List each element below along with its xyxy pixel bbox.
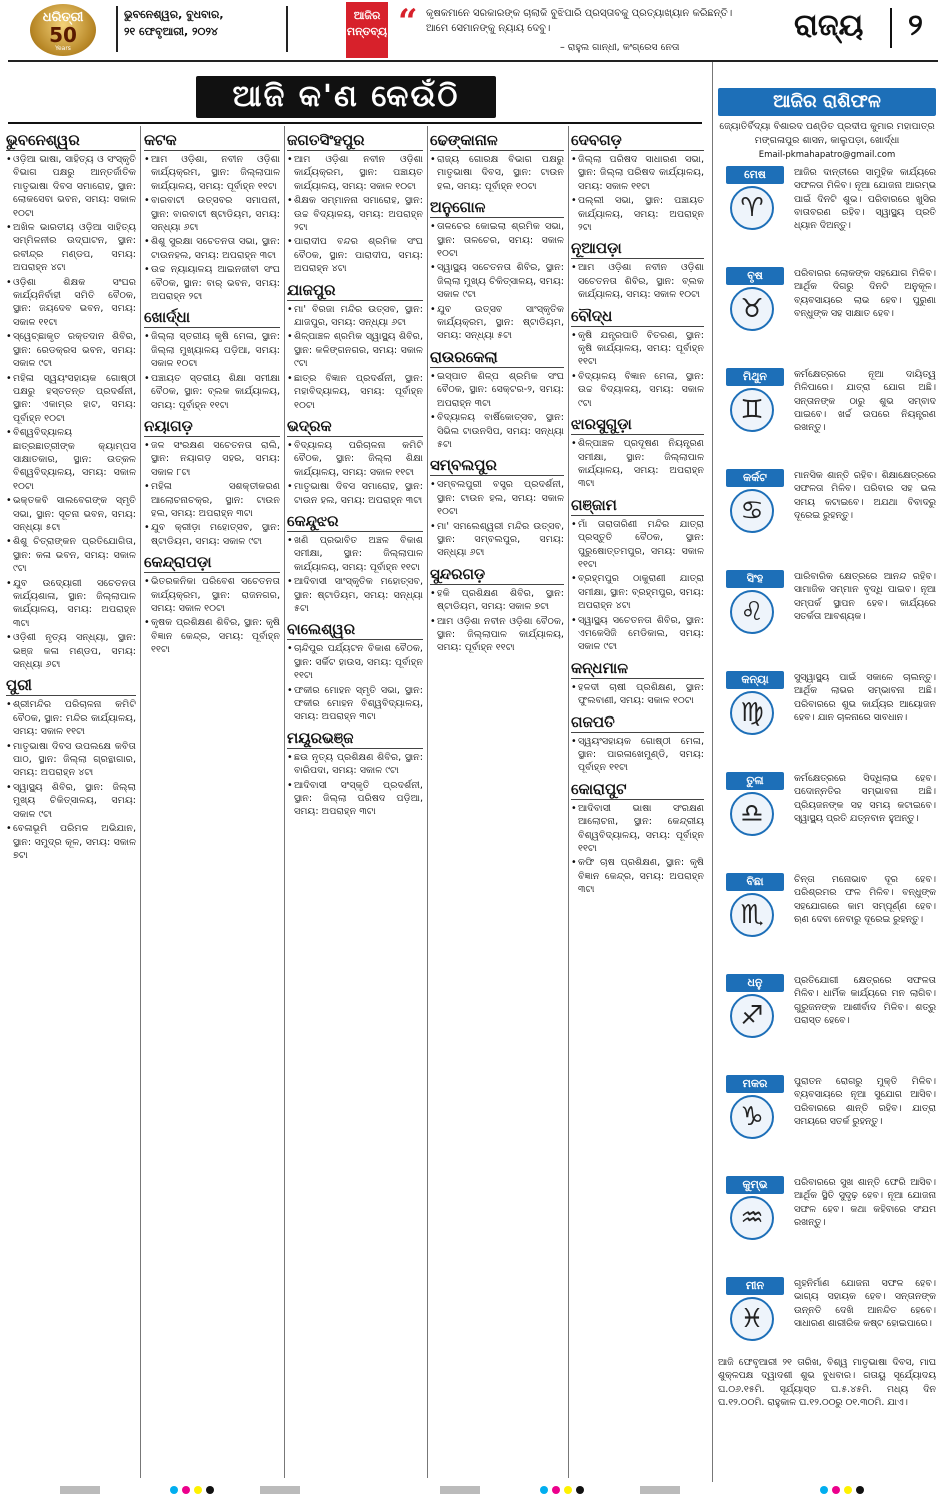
event-item: • ସ୍ୱୟଂସହାୟକ ଗୋଷ୍ଠୀ ମେଳା, ସ୍ଥାନ: ପାରଳାଖେମୁଣ୍ଡି, ସମୟ: ପୂର୍ବାହ୍ନ ୧୧ଟା [571,735,704,775]
sign-prediction: କର୍ମକ୍ଷେତ୍ରରେ ସିଦ୍ଧିଲାଭ ହେବ। ପଦୋନ୍ନତିର ସମ୍ଭାବନା ଅଛି। ପ୍ରିୟଜନଙ୍କ ସହ ସମୟ କଟାଇବେ। ସ୍ୱାସ୍ଥ୍ୟ ପ୍ରତି ଯତ୍ନବାନ ହୁଅନ୍ତୁ। [794,773,936,824]
event-item: • ଛଉ ନୃତ୍ୟ ପ୍ରଶିକ୍ଷଣ ଶିବିର, ସ୍ଥାନ: ବାରିପଦା, ସମୟ: ସକାଳ ୯ଟା [287,751,423,778]
sign-prediction: ଚିନ୍ତା ମନୋଭାବ ଦୂର ହେବ। ପରିଶ୍ରମର ଫଳ ମିଳିବ। ବନ୍ଧୁଙ୍କ ସହଯୋଗରେ କାମ ସମ୍ପୂର୍ଣ୍ଣ ହେବ। ଋଣ ଦେବା ନେବାରୁ ଦୂରେଇ ରୁହନ୍ତୁ। [794,874,936,925]
sign-name: ତୁଳା [726,772,784,790]
event-item: • କୃଷକ ପ୍ରଶିକ୍ଷଣ ଶିବିର, ସ୍ଥାନ: କୃଷି ବିଜ୍ଞାନ କେନ୍ଦ୍ର, ସମୟ: ପୂର୍ବାହ୍ନ ୧୧ଟା [144,616,280,656]
event-item: • ଜିଲ୍ଲା ପରିଷଦ ସାଧାରଣ ସଭା, ସ୍ଥାନ: ଜିଲ୍ଲା ପରିଷଦ କାର୍ଯ୍ୟାଳୟ, ସମୟ: ସକାଳ ୧୧ଟା [571,153,704,193]
event-item: • ଯୁବ ଉତ୍ସବ ସାଂସ୍କୃତିକ କାର୍ଯ୍ୟକ୍ରମ, ସ୍ଥାନ: ଷ୍ଟାଡିୟମ, ସମୟ: ସନ୍ଧ୍ୟା ୫ଟା [430,303,564,343]
yellow-dot [194,1486,202,1494]
sign-name: ମକର [726,1075,784,1093]
event-item: • ଆଦିବାସୀ ସାଂସ୍କୃତିକ ମହୋତ୍ସବ, ସ୍ଥାନ: ଷ୍ଟାଡିୟମ, ସମୟ: ସନ୍ଧ୍ୟା ୫ଟା [287,575,423,615]
column-divider [568,126,569,1478]
event-item: • ଜଳ ସଂରକ୍ଷଣ ସଚେତନତା ରାଲି, ସ୍ଥାନ: ନୟାଗଡ଼ ସହର, ସମୟ: ସକାଳ ୮ଟା [144,439,280,479]
event-item: • ଯୁବ ଉଦ୍ୟୋଗୀ ସଚେତନତା କାର୍ଯ୍ୟଶାଳା, ସ୍ଥାନ: ଜିଲ୍ଲାପାଳ କାର୍ଯ୍ୟାଳୟ, ସମୟ: ଅପରାହ୍ନ ୩ଟା [6,577,136,631]
masthead-divider [286,6,288,52]
event-item: • ମା' ସମଲେଶ୍ୱରୀ ମନ୍ଦିର ଉତ୍ସବ, ସ୍ଥାନ: ସମ୍ବଲପୁର, ସମୟ: ସନ୍ଧ୍ୟା ୬ଟା [430,520,564,560]
event-item: • ସମ୍ବଲପୁରୀ ବସ୍ତ୍ର ପ୍ରଦର୍ଶନୀ, ସ୍ଥାନ: ଟାଉନ ହଲ, ସମୟ: ସକାଳ ୧୦ଟା [430,478,564,518]
cyan-dot [170,1486,178,1494]
sign-prediction: ପାରିବାରିକ କ୍ଷେତ୍ରରେ ଆନନ୍ଦ ରହିବ। ସାମାଜିକ ସମ୍ମାନ ବୃଦ୍ଧି ପାଇବ। ନୂଆ ସମ୍ପର୍କ ସ୍ଥାପନ ହେବ। କାର୍ଯ୍ୟରେ ସତର୍କତା ଆବଶ୍ୟକ। [794,571,936,622]
masthead-divider [116,6,118,52]
magenta-dot [552,1486,560,1494]
quote-attribution: – ରାହୁଲ ଗାନ୍ଧୀ, କଂଗ୍ରେସ ନେତା [560,42,680,53]
zodiac-icon: ♓ [730,1297,774,1341]
city-heading: ନୟାଗଡ଼ [144,416,280,437]
sign-prediction: ପରିବାରରେ ସୁଖ ଶାନ୍ତି ଫେରି ଆସିବ। ଆର୍ଥିକ ସ୍ଥିତି ସୁଦୃଢ଼ ହେବ। ନୂଆ ଯୋଜନା ସଫଳ ହେବ। କଥା କହିବାରେ ସଂଯମ ରଖନ୍ତୁ। [794,1177,936,1228]
column-divider [427,126,428,1478]
event-item: • କଫି ଚାଷ ପ୍ରଶିକ୍ଷଣ, ସ୍ଥାନ: କୃଷି ବିଜ୍ଞାନ କେନ୍ଦ୍ର, ସମୟ: ଅପରାହ୍ନ ୩ଟା [571,856,704,896]
dateline-date: ୨୧ ଫେବୃଆରୀ, ୨୦୨୪ [124,25,218,38]
city-heading: ମୟୂରଭଞ୍ଜ [287,728,423,749]
registration-bar [60,1486,100,1494]
sign-prediction: ପ୍ରତିଯୋଗୀ କ୍ଷେତ୍ରରେ ସଫଳତା ମିଳିବ। ଧାର୍ମିକ କାର୍ଯ୍ୟରେ ମନ ଲାଗିବ। ଗୁରୁଜନଙ୍କ ଆଶୀର୍ବାଦ ମିଳିବ। ଶତ୍ରୁ ପରାସ୍ତ ହେବେ। [794,975,936,1026]
event-item: • ଶିଳ୍ପାଞ୍ଚଳ ପ୍ରଦୂଷଣ ନିୟନ୍ତ୍ରଣ ସମୀକ୍ଷା, ସ୍ଥାନ: ଜିଲ୍ଲାପାଳ କାର୍ଯ୍ୟାଳୟ, ସମୟ: ଅପରାହ୍ନ ୩ଟା [571,437,704,491]
zodiac-icon: ♍ [730,691,774,735]
event-item: • ଶିଳ୍ପାଞ୍ଚଳ ଶ୍ରମିକ ସ୍ୱାସ୍ଥ୍ୟ ଶିବିର, ସ୍ଥାନ: କଳିଙ୍ଗନଗର, ସମୟ: ସକାଳ ୯ଟା [287,330,423,370]
yellow-dot [564,1486,572,1494]
quote-text: କୃଷକମାନେ ସରକାରଙ୍କ ଚାଲାକି ବୁଝିପାରି ପ୍ରସ୍ତାବକୁ ପ୍ରତ୍ୟାଖ୍ୟାନ କରିଛନ୍ତି। ଆମେ ସେମାନଙ୍କୁ ନ୍ୟାୟ ଦେବୁ। [426,8,733,34]
magenta-dot [832,1486,840,1494]
horoscope-sign [718,267,936,369]
sign-name: ଧନୁ [726,974,784,992]
city-heading: କଟକ [144,130,280,151]
print-registration-marks [0,1482,945,1498]
sign-name: ବୃଷ [726,267,784,285]
cyan-dot [540,1486,548,1494]
zodiac-icon: ♈ [730,186,774,230]
event-item: • ମାତୃଭାଷା ଦିବସ ସମାରୋହ, ସ୍ଥାନ: ଟାଉନ ହଲ, ସମୟ: ଅପରାହ୍ନ ୩ଟା [287,480,423,507]
event-item: • ସ୍ୱେଚ୍ଛାକୃତ ରକ୍ତଦାନ ଶିବିର, ସ୍ଥାନ: ରେଡକ୍ରସ ଭବନ, ସମୟ: ସକାଳ ୯ଟା [6,330,136,370]
event-item: • ଓଡ଼ିଶୀ ନୃତ୍ୟ ସନ୍ଧ୍ୟା, ସ୍ଥାନ: ଭଞ୍ଜ କଳା ମଣ୍ଡପ, ସମୟ: ସନ୍ଧ୍ୟା ୬ଟା [6,631,136,671]
horoscope-sign [718,469,936,571]
event-item: • ବ୍ରହ୍ମପୁର ଠାକୁରାଣୀ ଯାତ୍ରା ସମୀକ୍ଷା, ସ୍ଥାନ: ବ୍ରହ୍ମପୁର, ସମୟ: ଅପରାହ୍ନ ୪ଟା [571,572,704,612]
newspaper-logo[interactable] [30,4,96,56]
event-item: • ଚାନ୍ଦିପୁର ପର୍ଯ୍ୟଟନ ବିକାଶ ବୈଠକ, ସ୍ଥାନ: ସର୍କିଟ ହାଉସ, ସମୟ: ପୂର୍ବାହ୍ନ ୧୧ଟା [287,642,423,682]
sign-name: ସିଂହ [726,570,784,588]
event-item: • ବିଶ୍ୱବିଦ୍ୟାଳୟ ଛାତ୍ରଛାତ୍ରୀଙ୍କ କ୍ୟାମ୍ପସ ସାକ୍ଷାତକାର, ସ୍ଥାନ: ଉତ୍କଳ ବିଶ୍ୱବିଦ୍ୟାଳୟ, ସମୟ: ସକାଳ ୧୦ଟା [6,426,136,493]
city-heading: ଝାରସୁଗୁଡ଼ା [571,414,704,435]
city-heading: କେନ୍ଦୁଝର [287,511,423,532]
zodiac-icon: ♎ [730,792,774,836]
dateline [124,6,244,40]
horoscope-sign [718,873,936,975]
page-title: ଆଜି କ'ଣ କେଉଁଠି [196,76,496,118]
city-heading: ବୌଦ୍ଧ [571,306,704,327]
event-item: • ଫକୀର ମୋହନ ସ୍ମୃତି ସଭା, ସ୍ଥାନ: ଫକୀର ମୋହନ ବିଶ୍ୱବିଦ୍ୟାଳୟ, ସମୟ: ଅପରାହ୍ନ ୩ଟା [287,684,423,724]
black-dot [576,1486,584,1494]
sign-name: କନ୍ୟା [726,671,784,689]
event-item: • ପାରାଦୀପ ବନ୍ଦର ଶ୍ରମିକ ସଂଘ ବୈଠକ, ସ୍ଥାନ: ପାରାଦୀପ, ସମୟ: ଅପରାହ୍ନ ୪ଟା [287,235,423,275]
horoscope-sign [718,166,936,268]
sign-name: କର୍କଟ [726,469,784,487]
event-item: • ବିଦ୍ୟାଳୟ ବାର୍ଷିକୋତ୍ସବ, ସ୍ଥାନ: ସିଭିଲ ଟାଉନସିପ, ସମୟ: ସନ୍ଧ୍ୟା ୫ଟା [430,411,564,451]
zodiac-icon: ♉ [730,287,774,331]
event-item: • କୃଷି ଯନ୍ତ୍ରପାତି ବିତରଣ, ସ୍ଥାନ: କୃଷି କାର୍ଯ୍ୟାଳୟ, ସମୟ: ପୂର୍ବାହ୍ନ ୧୧ଟା [571,329,704,369]
city-heading: ଢେଙ୍କାନାଳ [430,130,564,151]
sign-prediction: ମାନସିକ ଶାନ୍ତି ରହିବ। ଶିକ୍ଷାକ୍ଷେତ୍ରରେ ସଫଳତା ମିଳିବ। ପରିବାର ସହ ଭଲ ସମୟ କଟାଇବେ। ଅଯଥା ବିବାଦରୁ ଦୂରେଇ ରୁହନ୍ତୁ। [794,470,936,521]
cyan-dot [820,1486,828,1494]
event-item: • ଅଖିଳ ଭାରତୀୟ ଓଡ଼ିଆ ସାହିତ୍ୟ ସମ୍ମିଳନୀର ଉଦ୍‌ଘାଟନ, ସ୍ଥାନ: ରବୀନ୍ଦ୍ର ମଣ୍ଡପ, ସମୟ: ଅପରାହ୍ନ ୪ଟା [6,221,136,275]
event-item: • ଭିତରକନିକା ପରିବେଶ ସଚେତନତା କାର୍ଯ୍ୟକ୍ରମ, ସ୍ଥାନ: ରାଜନଗର, ସମୟ: ସକାଳ ୧୦ଟା [144,575,280,615]
event-item: • ଇସ୍ପାତ ଶିଳ୍ପ ଶ୍ରମିକ ସଂଘ ବୈଠକ, ସ୍ଥାନ: ସେକ୍ଟର-୨, ସମୟ: ଅପରାହ୍ନ ୩ଟା [430,370,564,410]
event-item: • ଯୁବ କ୍ରୀଡ଼ା ମହୋତ୍ସବ, ସ୍ଥାନ: ଷ୍ଟାଡିୟମ, ସମୟ: ସକାଳ ୯ଟା [144,521,280,548]
quote-mark-icon: “ [398,2,418,42]
zodiac-icon: ♌ [730,590,774,634]
logo-years-label: Years [55,45,71,52]
city-heading: ଯାଜପୁର [287,280,423,301]
event-item: • ଶିଶୁ ସୁରକ୍ଷା ସଚେତନତା ସଭା, ସ୍ଥାନ: ଟାଉନହଲ, ସମୟ: ଅପରାହ୍ନ ୩ଟା [144,235,280,262]
event-item: • ମାଁ ତାରାତାରିଣୀ ମନ୍ଦିର ଯାତ୍ରା ପ୍ରସ୍ତୁତି ବୈଠକ, ସ୍ଥାନ: ପୁରୁଷୋତ୍ତମପୁର, ସମୟ: ସକାଳ ୧୧ଟା [571,518,704,572]
events-column-3 [287,126,423,1478]
event-item: • ମାତୃଭାଷା ଦିବସ ଉପଲକ୍ଷେ କବିତା ପାଠ, ସ୍ଥାନ: ଜିଲ୍ଲା ଗ୍ରନ୍ଥାଗାର, ସମୟ: ଅପରାହ୍ନ ୪ଟା [6,740,136,780]
zodiac-icon: ♐ [730,994,774,1038]
masthead [0,0,945,60]
event-item: • ତାଳଚେର କୋଇଲା ଶ୍ରମିକ ସଭା, ସ୍ଥାନ: ତାଳଚେର, ସମୟ: ସକାଳ ୧୦ଟା [430,220,564,260]
registration-bar [260,1486,300,1494]
logo-text: ଧରିତ୍ରୀ [42,10,84,25]
city-heading: ପୁରୀ [6,675,136,696]
sign-prediction: ସୁସ୍ୱାସ୍ଥ୍ୟ ପାଇଁ ସକାଳେ ଚାଲନ୍ତୁ। ଆର୍ଥିକ ଲାଭର ସମ୍ଭାବନା ଅଛି। ପରିବାରରେ ଶୁଭ କାର୍ଯ୍ୟର ଆୟୋଜନ ହେବ। ଯାନ ଚାଳନାରେ ସାବଧାନ। [794,672,936,723]
city-heading: କନ୍ଧମାଳ [571,658,704,679]
city-heading: ଅନୁଗୋଳ [430,197,564,218]
astrologer-email[interactable]: Email-pkmahapatro@gmail.com [758,150,896,160]
sign-prediction: ପରିବାରର ଲୋକଙ୍କ ସହଯୋଗ ମିଳିବ। ଆର୍ଥିକ ଦିଗରୁ ଦିନଟି ଅନୁକୂଳ। ବ୍ୟବସାୟରେ ଲାଭ ହେବ। ପୁରୁଣା ବନ୍ଧୁଙ୍କ ସହ ସାକ୍ଷାତ ହେବ। [794,268,936,319]
event-item: • ମହିଳା ସଶକ୍ତୀକରଣ ଆଲୋଚନାଚକ୍ର, ସ୍ଥାନ: ଟାଉନ ହଲ, ସମୟ: ଅପରାହ୍ନ ୩ଟା [144,480,280,520]
sign-name: କୁମ୍ଭ [726,1176,784,1194]
column-divider [140,126,141,1478]
event-item: • ଓଡ଼ିଶା ଶିକ୍ଷକ ସଂଘର କାର୍ଯ୍ୟନିର୍ବାହୀ ସମିତି ବୈଠକ, ସ୍ଥାନ: ଜୟଦେବ ଭବନ, ସମୟ: ସକାଳ ୧୧ଟା [6,276,136,330]
sign-prediction: ଗୃହନିର୍ମାଣ ଯୋଜନା ସଫଳ ହେବ। ଭାଗ୍ୟ ସହାୟକ ହେବ। ସନ୍ତାନଙ୍କ ଉନ୍ନତି ଦେଖି ଆନନ୍ଦିତ ହେବେ। ସାଧାରଣ ଶାରୀରିକ କଷ୍ଟ ହୋଇପାରେ। [794,1278,936,1329]
horoscope-sign [718,1075,936,1177]
column-divider [284,126,285,1478]
event-item: • ପଞ୍ଚାୟତ ସ୍ତରୀୟ ଶିକ୍ଷା ସମୀକ୍ଷା ବୈଠକ, ସ୍ଥାନ: ବ୍ଲକ କାର୍ଯ୍ୟାଳୟ, ସମୟ: ପୂର୍ବାହ୍ନ ୧୧ଟା [144,372,280,412]
zodiac-icon: ♑ [730,1095,774,1139]
event-item: • ଖଣି ପ୍ରଭାବିତ ଅଞ୍ଚଳ ବିକାଶ ସମୀକ୍ଷା, ସ୍ଥାନ: ଜିଲ୍ଲାପାଳ କାର୍ଯ୍ୟାଳୟ, ସମୟ: ପୂର୍ବାହ୍ନ ୧୧ଟା [287,534,423,574]
logo-years: 50 [49,23,77,47]
city-heading: ଭୁବନେଶ୍ୱର [6,130,136,151]
event-item: • ସ୍ୱାସ୍ଥ୍ୟ ସଚେତନତା ଶିବିର, ସ୍ଥାନ: ଏମକେସିଜି ମେଡିକାଲ, ସମୟ: ସକାଳ ୯ଟା [571,614,704,654]
zodiac-icon: ♒ [730,1196,774,1240]
city-heading: ଜଗତସିଂହପୁର [287,130,423,151]
horoscope-sign [718,1176,936,1278]
event-item: • ହଳଦୀ ଚାଷୀ ପ୍ରଶିକ୍ଷଣ, ସ୍ଥାନ: ଫୁଲବାଣୀ, ସମୟ: ସକାଳ ୧୦ଟା [571,681,704,708]
event-item: • ଓଡ଼ିଆ ଭାଷା, ସାହିତ୍ୟ ଓ ସଂସ୍କୃତି ବିଭାଗ ପକ୍ଷରୁ ଆନ୍ତର୍ଜାତିକ ମାତୃଭାଷା ଦିବସ ସମାରୋହ, ସ୍ଥାନ: ଲୋକସେବା ଭବନ, ସମୟ: ସକାଳ ୧୦ଟା [6,153,136,220]
event-item: • ଆମ ଓଡ଼ିଶା ନବୀନ ଓଡ଼ିଶା କାର୍ଯ୍ୟକ୍ରମ, ସ୍ଥାନ: ପଞ୍ଚାୟତ କାର୍ଯ୍ୟାଳୟ, ସମୟ: ସକାଳ ୧୦ଟା [287,153,423,193]
sign-prediction: ଆଜିର ଦାନ୍ତୀରେ ସାମୁହିକ କାର୍ଯ୍ୟରେ ସଫଳତା ମିଳିବ। ନୂଆ ଯୋଜନା ଆରମ୍ଭ ପାଇଁ ଦିନଟି ଶୁଭ। ପରିବାରରେ ଖୁସିର ବାତାବରଣ ରହିବ। ସ୍ୱାସ୍ଥ୍ୟ ପ୍ରତି ଧ୍ୟାନ ଦିଅନ୍ତୁ। [794,167,936,232]
city-heading: ଭଦ୍ରକ [287,416,423,437]
city-heading: କେନ୍ଦ୍ରାପଡ଼ା [144,552,280,573]
city-heading: ଗଞ୍ଜାମ [571,495,704,516]
panjika-note: ଆଜି ଫେବୃଆରୀ ୨୧ ତାରିଖ, ବିଶ୍ୱ ମାତୃଭାଷା ଦିବସ, ମାଘ ଶୁକ୍ଳପକ୍ଷ ଦ୍ୱାଦଶୀ ଶୁଭ ବୁଧବାର। ଗତାୟୁ ସୂର୍ଯ୍ୟୋଦୟ ଘ.୦୬.୧୫ମି. ସୂର୍ଯ୍ୟାସ୍ତ ଘ.୫.୪୫ମି. ମଧ୍ୟ ଦିନ ଘ.୧୨.୦୦ମି. ରାହୁକାଳ ଘ.୧୨.୦୦ରୁ ୦୧.୩୦ମି. ଯାଏ। [718,1357,936,1409]
event-item: • ଭକ୍ତକବି ସାଲବେଗଙ୍କ ସ୍ମୃତି ସଭା, ସ୍ଥାନ: ସୂଚନା ଭବନ, ସମୟ: ସନ୍ଧ୍ୟା ୫ଟା [6,494,136,534]
horoscope-sign [718,368,936,470]
event-item: • ଆମ ଓଡ଼ିଶା, ନବୀନ ଓଡ଼ିଶା କାର୍ଯ୍ୟକ୍ରମ, ସ୍ଥାନ: ଜିଲ୍ଲାପାଳ କାର୍ଯ୍ୟାଳୟ, ସମୟ: ପୂର୍ବାହ୍ନ ୧୧ଟା [144,153,280,193]
event-item: • ଆଦିବାସୀ ଭାଷା ସଂରକ୍ଷଣ ଆଲୋଚନା, ସ୍ଥାନ: କେନ୍ଦ୍ରୀୟ ବିଶ୍ୱବିଦ୍ୟାଳୟ, ସମୟ: ପୂର୍ବାହ୍ନ ୧୧ଟା [571,802,704,856]
registration-bar [440,1486,480,1494]
page-number: ୨ [908,8,923,43]
astrologer-address: ମଙ୍ଗଳାପୁର ଶାସନ, କାଲୁପଡ଼ା, ଖୋର୍ଦ୍ଧା [754,135,900,146]
sign-name: ମିଥୁନ [726,368,784,386]
column-divider [712,62,713,1482]
event-item: • ବାରବାଟୀ ଉତ୍ସବର ସମାପନୀ, ସ୍ଥାନ: ବାରବାଟୀ ଷ୍ଟାଡିୟମ, ସମୟ: ସନ୍ଧ୍ୟା ୬ଟା [144,194,280,234]
events-column-4 [430,126,564,1478]
event-item: • ଆମ ଓଡ଼ିଶା ନବୀନ ଓଡ଼ିଶା ବୈଠକ, ସ୍ଥାନ: ଜିଲ୍ଲାପାଳ କାର୍ଯ୍ୟାଳୟ, ସମୟ: ପୂର୍ବାହ୍ନ ୧୧ଟା [430,615,564,655]
section-header [790,4,940,54]
zodiac-icon: ♊ [730,388,774,432]
yellow-dot [844,1486,852,1494]
sign-name: ମେଷ [726,166,784,184]
horoscope-sign [718,570,936,672]
city-heading: ରାଉରକେଲା [430,347,564,368]
event-item: • ହକି ପ୍ରଶିକ୍ଷଣ ଶିବିର, ସ୍ଥାନ: ଷ୍ଟାଡିୟମ, ସମୟ: ସକାଳ ୭ଟା [430,587,564,614]
event-item: • ଶିକ୍ଷକ ସମ୍ମାନନା ସମାରୋହ, ସ୍ଥାନ: ଉଚ୍ଚ ବିଦ୍ୟାଳୟ, ସମୟ: ଅପରାହ୍ନ ୨ଟା [287,194,423,234]
event-item: • ଶ୍ରୀମନ୍ଦିର ପରିଚାଳନା କମିଟି ବୈଠକ, ସ୍ଥାନ: ମନ୍ଦିର କାର୍ଯ୍ୟାଳୟ, ସମୟ: ସକାଳ ୧୧ଟା [6,698,136,738]
astrologer-name: ଜ୍ୟୋତିର୍ବିଦ୍ୟା ବିଶାରଦ ପଣ୍ଡିତ ପ୍ରଦୀପ କୁମାର ମହାପାତ୍ର [719,121,935,132]
city-heading: ବାଲେଶ୍ୱର [287,619,423,640]
astrologer-info [718,120,936,162]
events-column-5 [571,126,704,1478]
city-heading: ଦେବଗଡ଼ [571,130,704,151]
events-column-2 [144,126,280,1478]
city-heading: ଖୋର୍ଦ୍ଧା [144,307,280,328]
city-heading: ନୂଆପଡ଼ା [571,238,704,259]
event-item: • ଛାତ୍ର ବିଜ୍ଞାନ ପ୍ରଦର୍ଶନୀ, ସ୍ଥାନ: ମହାବିଦ୍ୟାଳୟ, ସମୟ: ପୂର୍ବାହ୍ନ ୧୦ଟା [287,372,423,412]
horoscope-sign [718,974,936,1076]
city-heading: ସମ୍ବଲପୁର [430,455,564,476]
black-dot [856,1486,864,1494]
event-item: • ବେଳାଭୂମି ପରିମଳ ଅଭିଯାନ, ସ୍ଥାନ: ସମୁଦ୍ର କୂଳ, ସମୟ: ସକାଳ ୭ଟା [6,822,136,862]
event-item: • ଜିଲ୍ଲା ସ୍ତରୀୟ କୃଷି ମେଳା, ସ୍ଥାନ: ଜିଲ୍ଲା ମୁଖ୍ୟାଳୟ ପଡ଼ିଆ, ସମୟ: ସକାଳ ୧୦ଟା [144,330,280,370]
city-heading: କୋରାପୁଟ [571,779,704,800]
event-item: • ରାଜ୍ୟ ଗୋରକ୍ଷ ବିଭାଗ ପକ୍ଷରୁ ମାତୃଭାଷା ଦିବସ, ସ୍ଥାନ: ଟାଉନ ହଲ, ସମୟ: ପୂର୍ବାହ୍ନ ୧୦ଟା [430,153,564,193]
sign-name: ମୀନ [726,1277,784,1295]
sign-name: ବିଛା [726,873,784,891]
event-item: • ସ୍ୱାସ୍ଥ୍ୟ ଶିବିର, ସ୍ଥାନ: ଜିଲ୍ଲା ମୁଖ୍ୟ ଚିକିତ୍ସାଳୟ, ସମୟ: ସକାଳ ୯ଟା [6,781,136,821]
sign-prediction: କର୍ମକ୍ଷେତ୍ରରେ ନୂଆ ଦାୟିତ୍ୱ ମିଳିପାରେ। ଯାତ୍ରା ଯୋଗ ଅଛି। ସନ୍ତାନଙ୍କ ଠାରୁ ଶୁଭ ସମ୍ବାଦ ପାଇବେ। ଖର୍ଚ୍ଚ ଉପରେ ନିୟନ୍ତ୍ରଣ ରଖନ୍ତୁ। [794,369,936,434]
section-divider [890,8,892,48]
dateline-place-day: ଭୁବନେଶ୍ୱର, ବୁଧବାର, [124,8,224,21]
city-heading: ଗଜପତି [571,712,704,733]
registration-bar [640,1486,680,1494]
city-heading: ସୁନ୍ଦରଗଡ଼ [430,564,564,585]
section-name: ରାଜ୍ୟ [794,8,864,43]
zodiac-icon: ♋ [730,489,774,533]
sign-prediction: ପୁରାତନ ରୋଗରୁ ମୁକ୍ତି ମିଳିବ। ବ୍ୟବସାୟରେ ନୂଆ ସୁଯୋଗ ଆସିବ। ପରିବାରରେ ଶାନ୍ତି ରହିବ। ଯାତ୍ରା ସମୟରେ ସତର୍କ ରୁହନ୍ତୁ। [794,1076,936,1127]
horoscope-title: ଆଜିର ରାଶିଫଳ [718,88,936,116]
masthead-rule [8,60,938,62]
event-item: • ମା' ବିରଜା ମନ୍ଦିର ଉତ୍ସବ, ସ୍ଥାନ: ଯାଜପୁର, ସମୟ: ସନ୍ଧ୍ୟା ୬ଟା [287,303,423,330]
event-item: • ଉଚ୍ଚ ନ୍ୟାୟାଳୟ ଆଇନଜୀବୀ ସଂଘ ବୈଠକ, ସ୍ଥାନ: ବାର୍ ଭବନ, ସମୟ: ଅପରାହ୍ନ ୨ଟା [144,263,280,303]
quote-badge-line2: ମନ୍ତବ୍ୟ [346,25,388,38]
event-item: • ଶିଶୁ ଚିତ୍ରାଙ୍କନ ପ୍ରତିଯୋଗିତା, ସ୍ଥାନ: କଳା ଭବନ, ସମୟ: ସକାଳ ୯ଟା [6,535,136,575]
quote-badge [346,2,388,58]
horoscope-sign [718,671,936,773]
event-item: • ବିଦ୍ୟାଳୟ ବିଜ୍ଞାନ ମେଳା, ସ୍ଥାନ: ଉଚ୍ଚ ବିଦ୍ୟାଳୟ, ସମୟ: ସକାଳ ୯ଟା [571,370,704,410]
magenta-dot [182,1486,190,1494]
horoscope-sign [718,772,936,874]
quote-badge-line1: ଆଜିର [353,9,381,22]
event-item: • ଆଦିବାସୀ ସଂସ୍କୃତି ପ୍ରଦର୍ଶନୀ, ସ୍ଥାନ: ଜିଲ୍ଲା ପରିଷଦ ପଡ଼ିଆ, ସମୟ: ଅପରାହ୍ନ ୩ଟା [287,779,423,819]
event-item: • ସ୍ୱାସ୍ଥ୍ୟ ସଚେତନତା ଶିବିର, ସ୍ଥାନ: ଜିଲ୍ଲା ମୁଖ୍ୟ ଚିକିତ୍ସାଳୟ, ସମୟ: ସକାଳ ୯ଟା [430,261,564,301]
event-item: • ବିଦ୍ୟାଳୟ ପରିଚାଳନା କମିଟି ବୈଠକ, ସ୍ଥାନ: ଜିଲ୍ଲା ଶିକ୍ଷା କାର୍ଯ୍ୟାଳୟ, ସମୟ: ସକାଳ ୧୧ଟା [287,439,423,479]
black-dot [206,1486,214,1494]
events-column-1 [6,126,136,1478]
event-item: • ମହିଳା ସ୍ୱୟଂସହାୟକ ଗୋଷ୍ଠୀ ପକ୍ଷରୁ ହସ୍ତତନ୍ତ ପ୍ରଦର୍ଶନୀ, ସ୍ଥାନ: ଏକାମ୍ର ହାଟ, ସମୟ: ପୂର୍ବାହ୍ନ ୧୦ଟା [6,372,136,426]
event-item: • ଆମ ଓଡ଼ିଶା ନବୀନ ଓଡ଼ିଶା ସଚେତନତା ଶିବିର, ସ୍ଥାନ: ବ୍ଲକ କାର୍ଯ୍ୟାଳୟ, ସମୟ: ସକାଳ ୧୦ଟା [571,261,704,301]
zodiac-icon: ♏ [730,893,774,937]
title-rule [8,122,702,124]
event-item: • ପଲ୍ଲୀ ସଭା, ସ୍ଥାନ: ପଞ୍ଚାୟତ କାର୍ଯ୍ୟାଳୟ, ସମୟ: ଅପରାହ୍ନ ୨ଟା [571,194,704,234]
